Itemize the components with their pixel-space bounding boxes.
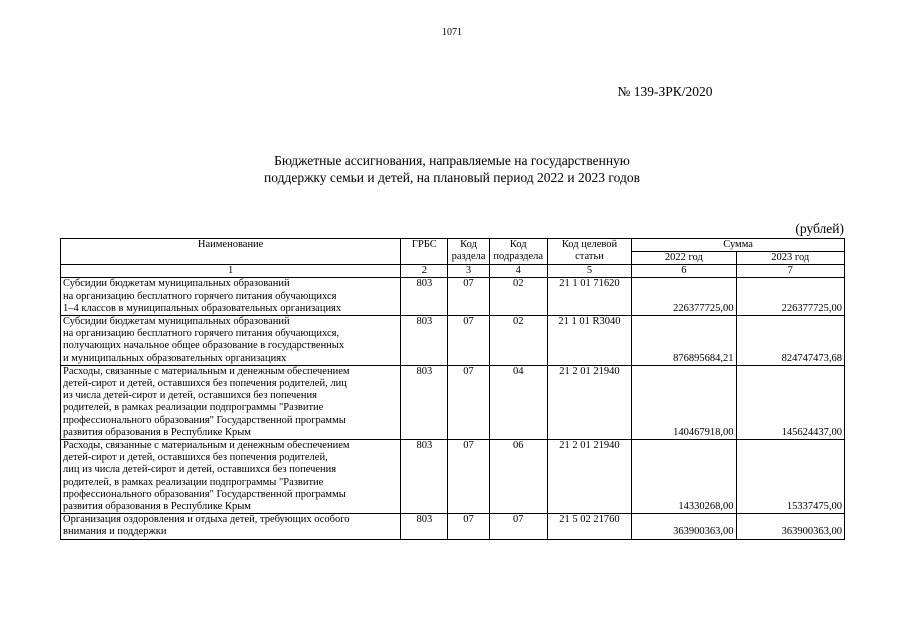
row-sum-2022: 363900363,00 xyxy=(632,514,736,539)
row-sum-2023: 363900363,00 xyxy=(736,514,844,539)
column-number: 2 xyxy=(401,265,448,278)
row-name-line: профессионального образования" Государственной программы xyxy=(63,414,346,426)
row-target: 21 1 01 R3040 xyxy=(547,316,631,366)
row-name-line: Организация оздоровления и отдыха детей, требующих особого xyxy=(63,514,350,526)
column-number: 4 xyxy=(489,265,547,278)
title-line-1: Бюджетные ассигнования, направляемые на государственную xyxy=(274,153,630,168)
table-row xyxy=(61,365,845,439)
row-name-line: получающих начальное общее образование в государственных xyxy=(63,340,345,352)
header-row-1 xyxy=(61,239,845,252)
row-name xyxy=(61,514,401,539)
row-grbs: 803 xyxy=(401,440,448,514)
row-subsection: 07 xyxy=(489,514,547,539)
row-name-line: на организацию бесплатного горячего питания обучающихся xyxy=(63,290,337,302)
row-name-line: родителей, в рамках реализации подпрограммы "Развитие xyxy=(63,476,324,488)
row-name-line: развития образования в Республике Крым xyxy=(63,501,251,513)
row-target: 21 2 01 21940 xyxy=(547,440,631,514)
row-name-line: внимания и поддержки xyxy=(63,526,167,538)
column-number: 3 xyxy=(448,265,489,278)
row-name xyxy=(61,316,401,366)
row-name-line: Субсидии бюджетам муниципальных образований xyxy=(63,316,290,328)
row-name-line: детей-сирот и детей, оставшихся без попечения родителей, лиц xyxy=(63,378,347,390)
row-sum-2023: 15337475,00 xyxy=(736,440,844,514)
table-row xyxy=(61,316,845,366)
header-section-code-line1: Код xyxy=(460,239,477,250)
row-name-line: развития образования в Республике Крым xyxy=(63,426,251,438)
row-target: 21 5 02 21760 xyxy=(547,514,631,539)
row-grbs: 803 xyxy=(401,316,448,366)
row-subsection: 04 xyxy=(489,365,547,439)
row-sum-2023: 226377725,00 xyxy=(736,278,844,316)
row-name xyxy=(61,440,401,514)
row-name-line: детей-сирот и детей, оставшихся без попечения родителей, xyxy=(63,452,328,464)
budget-table xyxy=(60,238,845,540)
header-year-2023: 2023 год xyxy=(736,252,844,265)
column-number: 1 xyxy=(61,265,401,278)
row-section: 07 xyxy=(448,440,489,514)
header-name: Наименование xyxy=(61,239,401,265)
table-row xyxy=(61,440,845,514)
row-section: 07 xyxy=(448,316,489,366)
header-grbs: ГРБС xyxy=(401,239,448,265)
row-target: 21 1 01 71620 xyxy=(547,278,631,316)
header-year-2022: 2022 год xyxy=(632,252,736,265)
row-name-line: из числа детей-сирот и детей, оставшихся без попечения xyxy=(63,390,317,402)
row-grbs: 803 xyxy=(401,365,448,439)
column-number: 6 xyxy=(632,265,736,278)
header-subsection-code-line2: подраздела xyxy=(493,251,544,263)
header-section-code xyxy=(448,239,489,265)
table-row xyxy=(61,278,845,316)
row-sum-2022: 14330268,00 xyxy=(632,440,736,514)
row-subsection: 06 xyxy=(489,440,547,514)
header-subsection-code-line1: Код xyxy=(509,239,527,250)
row-name-line: Расходы, связанные с материальным и денежным обеспечением xyxy=(63,365,350,377)
title-line-2: поддержку семьи и детей, на плановый период 2022 и 2023 годов xyxy=(264,170,640,185)
header-subsection-code xyxy=(489,239,547,265)
row-name-line: и муниципальных образовательных организациях xyxy=(63,352,287,364)
table-row xyxy=(61,514,845,539)
header-section-code-line2: раздела xyxy=(451,251,486,263)
row-section: 07 xyxy=(448,278,489,316)
header-target-code-line1: Код целевой xyxy=(561,239,618,250)
column-number: 7 xyxy=(736,265,844,278)
header-target-code-line2: статьи xyxy=(575,251,604,263)
row-target: 21 2 01 21940 xyxy=(547,365,631,439)
currency-units: (рублей) xyxy=(795,221,844,236)
row-name-line: родителей, в рамках реализации подпрограммы "Развитие xyxy=(63,402,324,414)
row-name xyxy=(61,278,401,316)
row-section: 07 xyxy=(448,514,489,539)
row-sum-2023: 145624437,00 xyxy=(736,365,844,439)
row-sum-2022: 226377725,00 xyxy=(632,278,736,316)
row-grbs: 803 xyxy=(401,514,448,539)
column-number: 5 xyxy=(547,265,631,278)
document-title xyxy=(180,152,724,186)
row-subsection: 02 xyxy=(489,316,547,366)
header-sum: Сумма xyxy=(632,239,845,252)
row-name-line: профессионального образования" Государственной программы xyxy=(63,488,346,500)
row-grbs: 803 xyxy=(401,278,448,316)
row-sum-2022: 876895684,21 xyxy=(632,316,736,366)
row-name-line: на организацию бесплатного горячего питания обучающихся, xyxy=(63,328,340,340)
table-header xyxy=(61,239,845,278)
row-subsection: 02 xyxy=(489,278,547,316)
row-name-line: 1–4 классов в муниципальных образовательных организациях xyxy=(63,302,342,314)
row-name-line: Субсидии бюджетам муниципальных образований xyxy=(63,278,290,290)
row-name-line: лиц из числа детей-сирот и детей, оставшихся без попечения xyxy=(63,464,337,476)
law-number: № 139-ЗРК/2020 xyxy=(617,84,713,99)
row-name xyxy=(61,365,401,439)
page-number: 1071 xyxy=(442,27,462,38)
column-number-row xyxy=(61,265,845,278)
header-target-code xyxy=(547,239,631,265)
row-sum-2022: 140467918,00 xyxy=(632,365,736,439)
table-body xyxy=(61,278,845,539)
row-name-line: Расходы, связанные с материальным и денежным обеспечением xyxy=(63,440,350,452)
row-section: 07 xyxy=(448,365,489,439)
row-sum-2023: 824747473,68 xyxy=(736,316,844,366)
